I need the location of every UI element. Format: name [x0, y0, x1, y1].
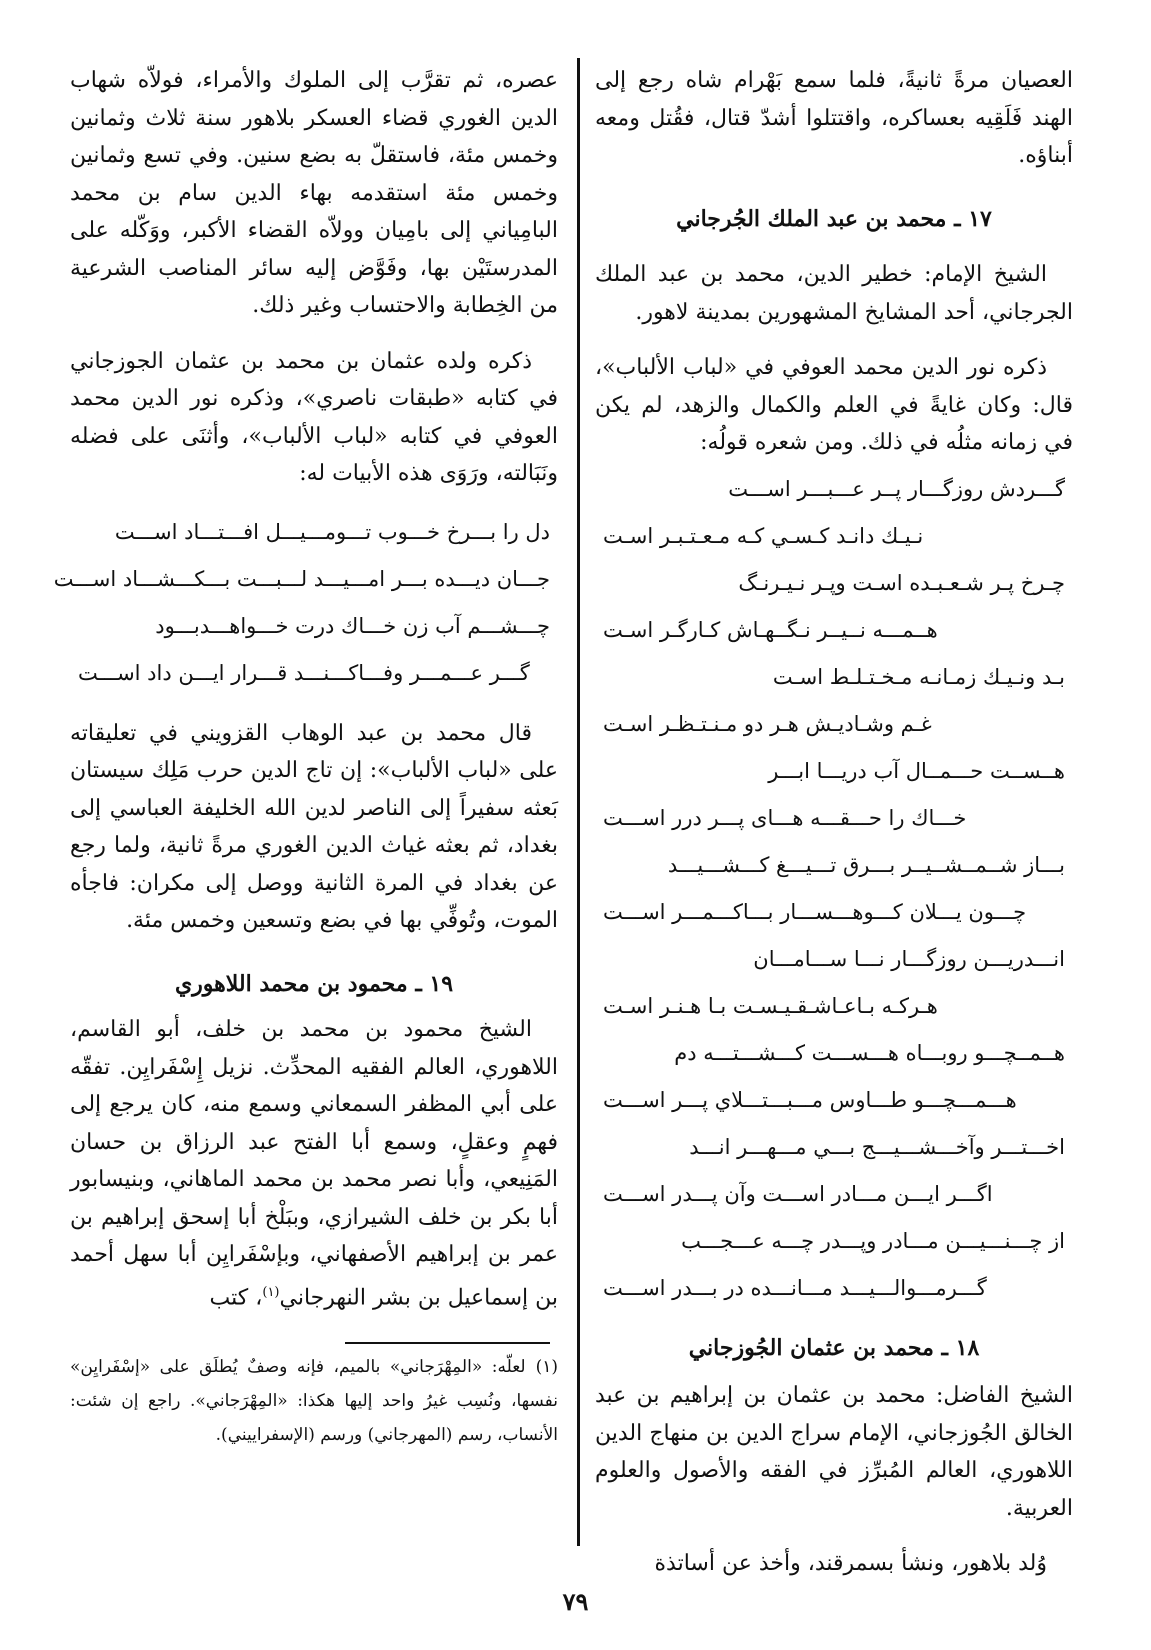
paragraph: وُلد بلاهور، ونشأ بسمرقند، وأخذ عن أساتذة: [654, 1551, 1047, 1576]
verse-line: نـيـك دانـد كـسـي كـه مـعـتـبـر اسـت: [603, 523, 924, 548]
verse-line: غـم وشـاديـش هـر دو مـنـتـظـر اسـت: [603, 711, 932, 736]
paragraph: ذكره ولده عثمان بن محمد بن عثمان الجوزجاني في كتابه «طبقات ناصري»، وذكره نور الدين محمد العوفي في كتابه «لباب الألباب»، وأثنَى على فضله ونَبَالته، ورَوَى هذه الأبيات له:: [70, 348, 558, 486]
verse-line: جـــان ديـــده بـــر امـــيـــد لـــبـــت بـــكـــشـــاد اســـت: [53, 566, 550, 591]
verse-line: خـــاك را حـــقـــه هـــاى پـــر درر اســـت: [603, 805, 967, 830]
verse-line: چـــون يـــلان كـــوهـــســـار بـــاكـــمـــر اســـت: [603, 899, 1027, 924]
paragraph-text-end: ، كتب: [209, 1284, 263, 1310]
footnote-separator: [345, 1342, 550, 1344]
footnote-text: لعلّه: «المِهْرَجاني» بالميم، فإنه وصفٌ يُطلَق على «إسْفَرايِن» نفسها، ونُسِب غيرُ واحد إليها هكذا: «المِهْرَجاني». راجع إن شئت: الأنساب، رسم (المهرجاني) ورسم (الإسفراييني).: [70, 1357, 558, 1445]
verse-line: هـــمـــچـــو طـــاوس مـــبـــتـــلاي پـــر اســـت: [603, 1087, 1017, 1112]
verse-line: بـد ونـيـك زمـانـه مـخـتـلـط اسـت: [772, 664, 1065, 689]
verse-line: بـــاز شــمــشــيــر بـــرق تـــيـــغ كـــشـــيـــد: [667, 852, 1065, 877]
verse-line: گـــرمـــوالـــيـــد مـــانـــده در بـــدر اســـت: [603, 1275, 987, 1300]
verse-line: چـرخ پـر شـعـبـده اسـت وپـر نـيـرنـگ: [738, 570, 1065, 595]
footnote: [70, 1350, 558, 1452]
verse-line: گـــردش روزگـــار پــر عـــبـــر اســـت: [728, 476, 1065, 501]
verse-line: هــمــچـــو روبـــاه هـــســـت كـــشـــتـــه دم: [674, 1040, 1065, 1065]
verse-line: گـــر عـــمـــر وفـــاكـــنـــد قـــرار ايـــن داد اســـت: [78, 660, 530, 685]
paragraph: [70, 1011, 558, 1316]
verse-line: چـــشـــم آب زن خـــاك درت خـــواهـــدبـــود: [155, 613, 550, 638]
verse-line: از چـــنـــيـــن مـــادر وپـــدر چـــه عـــجـــب: [681, 1228, 1065, 1253]
verse-line: هــمـــه نــيــر نـگــهـاش كـارگـر اسـت: [603, 617, 938, 642]
entry-heading-18: ١٨ ـ محمد بن عثمان الجُوزجاني: [688, 1334, 980, 1361]
footnote-reference: (١): [262, 1284, 280, 1300]
paragraph-text: الشيخ محمود بن محمد بن خلف، أبو القاسم، اللاهوري، العالم الفقيه المحدِّث. نزيل إِسْفَرايِن. تفقّه على أبي المظفر السمعاني وسمع منه، كان يرجع إلى فهمٍ وعقلٍ، وسمع أبا الفتح عبد الرزاق بن حسان المَنِيعي، وأبا نصر محمد بن محمد الماهاني، وبنيسابور أبا بكر بن خلف الشيرازي، وببَلْخ أبا إسحق إبراهيم بن عمر بن إبراهيم الأصفهاني، وبإسْفَرايِن أبا سهل أحمد بن إسماعيل بن بشر النهرجاني: [70, 1017, 558, 1310]
paragraph: العصيان مرةً ثانيةً، فلما سمع بَهْرام شاه رجع إلى الهند فَلَقِيه بعساكره، واقتتلوا أشدّ قتال، فقُتل ومعه أبناؤه.: [595, 68, 1073, 168]
poem-verses: [595, 466, 1073, 1312]
poem-verses: [53, 509, 558, 697]
verse-line: انـــدريـــن روزگـــار نـــا ســـامـــان: [753, 946, 1065, 971]
verse-line: اخـــتـــر وآخـــشـــيـــج بـــي مـــهـــر انـــد: [689, 1134, 1065, 1159]
right-column: [595, 62, 1073, 1583]
paragraph: الشيخ الفاضل: محمد بن عثمان بن إبراهيم بن عبد الخالق الجُوزجاني، الإمام سراج الدين بن منهاج الدين اللاهوري، العالم المُبرِّز في الفقه والأصول والعلوم العربية.: [595, 1383, 1073, 1521]
left-column: [53, 62, 558, 1316]
paragraph: عصره، ثم تقرَّب إلى الملوك والأمراء، فولاّه شهاب الدين الغوري قضاء العسكر بلاهور سنة ثلاث وثمانين وخمس مئة، فاستقلّ به بضع سنين. وفي تسع وثمانين وخمس مئة استقدمه بهاء الدين سام بن محمد البامِياني إلى بامِيان وولاّه القضاء الأكبر، ووَكّله على المدرستَيْن بها، وفَوَّض إليه سائر المناصب الشرعية من الخِطابة والاحتساب وغير ذلك.: [70, 68, 558, 318]
page-number: ٧٩: [562, 1587, 589, 1616]
paragraph: قال محمد بن عبد الوهاب القزويني في تعليقاته على «لباب الألباب»: إن تاج الدين حرب مَلِك سيستان بَعثه سفيراً إلى الناصر لدين الله الخليفة العباسي إلى بغداد، ثم بعثه غياث الدين الغوري مرةً ثانية، ولما رجع عن بغداد في المرة الثانية ووصل إلى مكران: فاجأه الموت، وتُوفِّي بها في بضع وتسعين وخمس مئة.: [70, 720, 558, 933]
entry-heading-17: ١٧ ـ محمد بن عبد الملك الجُرجاني: [676, 205, 992, 232]
verse-line: دل را بـــرخ خـــوب تـــومـــيـــل افـــتـــاد اســـت: [114, 519, 550, 544]
paragraph: ذكره نور الدين محمد العوفي في «لباب الألباب»، قال: وكان غايةً في العلم والكمال والزهد، لم يكن في زمانه مثلُه في ذلك. ومن شعره قولُه:: [595, 355, 1073, 455]
verse-line: هـركـه بـاعـاشـقـيـسـت بـا هـنـر اسـت: [603, 993, 938, 1018]
column-divider: [577, 58, 580, 1546]
verse-line: هــســت حـــمــال آب دريـــا ابـــر: [768, 758, 1065, 783]
entry-heading-19: ١٩ ـ محمود بن محمد اللاهوري: [174, 970, 454, 997]
verse-line: اگـــر ايـــن مـــادر اســـت وآن پـــدر اســـت: [603, 1181, 993, 1206]
footnote-number: (١): [535, 1357, 558, 1377]
paragraph: الشيخ الإمام: خطير الدين، محمد بن عبد الملك الجرجاني، أحد المشايخ المشهورين بمدينة لاهور.: [595, 262, 1073, 325]
